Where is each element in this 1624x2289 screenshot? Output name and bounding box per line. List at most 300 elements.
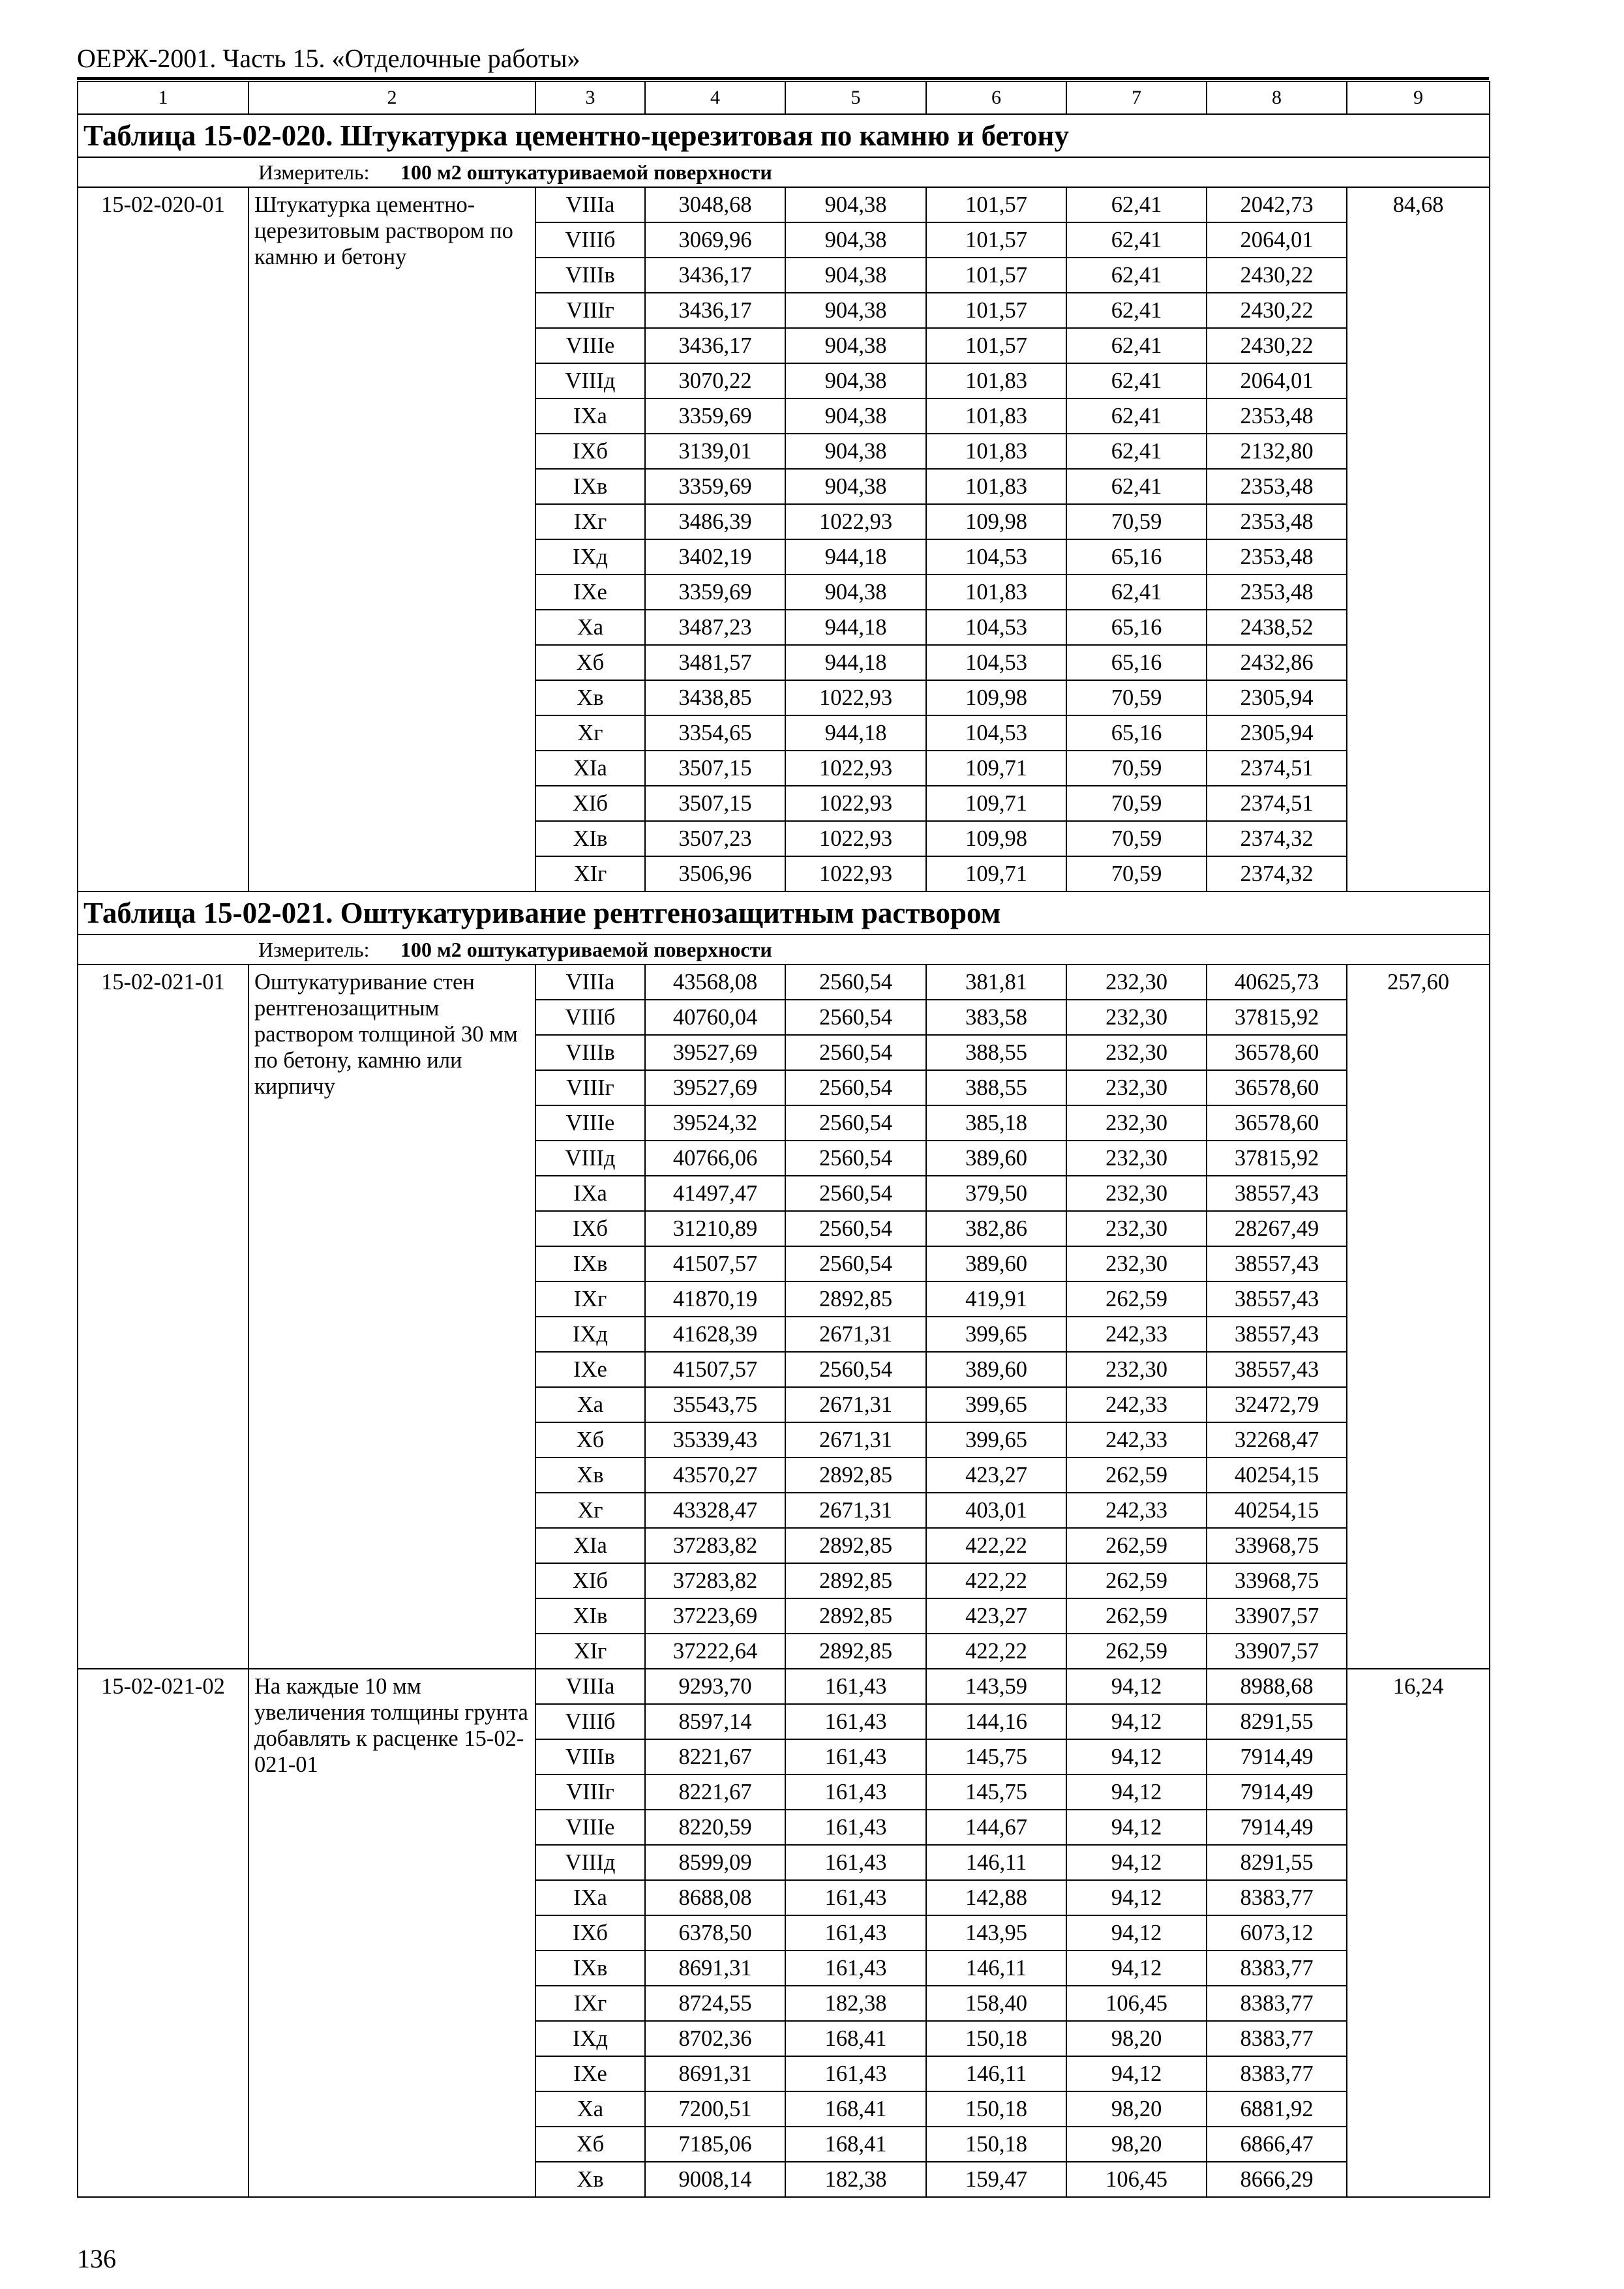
rate-description: На каждые 10 мм увеличения толщины грунта добавлять к расценке 15-02-021-01 [248, 1669, 535, 2197]
value-cell: 232,30 [1066, 1000, 1207, 1035]
value-cell: 3507,15 [645, 786, 785, 821]
zone-cell: IXд [535, 539, 645, 575]
value-cell: 232,30 [1066, 1211, 1207, 1246]
value-cell: 262,59 [1066, 1634, 1207, 1669]
value-cell: 39527,69 [645, 1035, 785, 1070]
value-cell: 7914,49 [1207, 1739, 1347, 1774]
value-cell: 8688,08 [645, 1880, 785, 1915]
zone-cell: XIа [535, 751, 645, 786]
value-cell: 904,38 [785, 222, 926, 258]
value-cell: 2042,73 [1207, 187, 1347, 222]
value-cell: 70,59 [1066, 680, 1207, 715]
value-cell: 422,22 [926, 1528, 1066, 1563]
zone-cell: VIIIа [535, 965, 645, 1000]
value-cell: 904,38 [785, 398, 926, 434]
value-cell: 2132,80 [1207, 434, 1347, 469]
value-cell: 36578,60 [1207, 1035, 1347, 1070]
value-cell: 43328,47 [645, 1493, 785, 1528]
measure-row [78, 157, 1490, 187]
zone-cell: VIIIб [535, 222, 645, 258]
labor-cost-cell: 84,68 [1347, 187, 1490, 891]
value-cell: 32472,79 [1207, 1387, 1347, 1422]
measure-row [78, 935, 1490, 965]
value-cell: 65,16 [1066, 715, 1207, 751]
value-cell: 904,38 [785, 187, 926, 222]
value-cell: 40254,15 [1207, 1493, 1347, 1528]
zone-cell: IXб [535, 1211, 645, 1246]
value-cell: 2374,51 [1207, 786, 1347, 821]
zone-cell: Xг [535, 1493, 645, 1528]
value-cell: 2432,86 [1207, 645, 1347, 680]
value-cell: 159,47 [926, 2162, 1066, 2197]
zone-cell: IXб [535, 1915, 645, 1951]
value-cell: 389,60 [926, 1246, 1066, 1281]
zone-cell: VIIIд [535, 1141, 645, 1176]
value-cell: 262,59 [1066, 1563, 1207, 1598]
value-cell: 145,75 [926, 1739, 1066, 1774]
value-cell: 3436,17 [645, 258, 785, 293]
value-cell: 3436,17 [645, 328, 785, 363]
value-cell: 101,57 [926, 328, 1066, 363]
value-cell: 422,22 [926, 1634, 1066, 1669]
value-cell: 37283,82 [645, 1528, 785, 1563]
value-cell: 2560,54 [785, 1176, 926, 1211]
value-cell: 904,38 [785, 434, 926, 469]
value-cell: 2560,54 [785, 1000, 926, 1035]
zone-cell: VIIIе [535, 328, 645, 363]
value-cell: 161,43 [785, 2056, 926, 2091]
column-number: 6 [926, 82, 1066, 114]
value-cell: 242,33 [1066, 1387, 1207, 1422]
value-cell: 232,30 [1066, 1352, 1207, 1387]
value-cell: 104,53 [926, 539, 1066, 575]
value-cell: 6378,50 [645, 1915, 785, 1951]
zone-cell: Xв [535, 2162, 645, 2197]
value-cell: 2064,01 [1207, 222, 1347, 258]
value-cell: 62,41 [1066, 434, 1207, 469]
value-cell: 262,59 [1066, 1598, 1207, 1634]
value-cell: 6073,12 [1207, 1915, 1347, 1951]
zone-cell: IXа [535, 1880, 645, 1915]
value-cell: 2305,94 [1207, 715, 1347, 751]
value-cell: 1022,93 [785, 821, 926, 856]
value-cell: 37283,82 [645, 1563, 785, 1598]
zone-cell: XIб [535, 786, 645, 821]
measure-label: Измеритель: [258, 938, 370, 961]
value-cell: 161,43 [785, 1669, 926, 1704]
zone-cell: IXг [535, 1986, 645, 2021]
value-cell: 3359,69 [645, 469, 785, 504]
header-rule [77, 77, 1489, 80]
value-cell: 104,53 [926, 610, 1066, 645]
value-cell: 2671,31 [785, 1422, 926, 1458]
value-cell: 232,30 [1066, 965, 1207, 1000]
value-cell: 904,38 [785, 469, 926, 504]
value-cell: 8383,77 [1207, 1951, 1347, 1986]
value-cell: 3487,23 [645, 610, 785, 645]
value-cell: 379,50 [926, 1176, 1066, 1211]
zone-cell: IXд [535, 1317, 645, 1352]
value-cell: 41628,39 [645, 1317, 785, 1352]
zone-cell: IXг [535, 504, 645, 539]
zone-cell: IXе [535, 575, 645, 610]
value-cell: 2374,32 [1207, 856, 1347, 891]
value-cell: 161,43 [785, 1739, 926, 1774]
value-cell: 8599,09 [645, 1845, 785, 1880]
value-cell: 242,33 [1066, 1493, 1207, 1528]
value-cell: 3069,96 [645, 222, 785, 258]
value-cell: 2353,48 [1207, 469, 1347, 504]
value-cell: 423,27 [926, 1458, 1066, 1493]
value-cell: 35543,75 [645, 1387, 785, 1422]
value-cell: 3486,39 [645, 504, 785, 539]
zone-cell: XIг [535, 1634, 645, 1669]
value-cell: 2560,54 [785, 1211, 926, 1246]
measure-value: 100 м2 оштукатуриваемой поверхности [400, 160, 772, 184]
value-cell: 33968,75 [1207, 1528, 1347, 1563]
value-cell: 2430,22 [1207, 293, 1347, 328]
value-cell: 98,20 [1066, 2127, 1207, 2162]
value-cell: 94,12 [1066, 1880, 1207, 1915]
value-cell: 944,18 [785, 539, 926, 575]
value-cell: 161,43 [785, 1704, 926, 1739]
measure-value: 100 м2 оштукатуриваемой поверхности [400, 938, 772, 961]
table-row [78, 1669, 1490, 1704]
value-cell: 109,71 [926, 786, 1066, 821]
zone-cell: VIIIв [535, 1739, 645, 1774]
value-cell: 3354,65 [645, 715, 785, 751]
value-cell: 62,41 [1066, 187, 1207, 222]
value-cell: 40625,73 [1207, 965, 1347, 1000]
value-cell: 31210,89 [645, 1211, 785, 1246]
value-cell: 94,12 [1066, 1739, 1207, 1774]
value-cell: 3507,23 [645, 821, 785, 856]
value-cell: 65,16 [1066, 610, 1207, 645]
value-cell: 94,12 [1066, 1951, 1207, 1986]
value-cell: 150,18 [926, 2127, 1066, 2162]
value-cell: 182,38 [785, 2162, 926, 2197]
value-cell: 8988,68 [1207, 1669, 1347, 1704]
value-cell: 423,27 [926, 1598, 1066, 1634]
table-title-row [78, 891, 1490, 935]
value-cell: 2430,22 [1207, 258, 1347, 293]
zone-cell: VIIIд [535, 363, 645, 398]
table-title-row [78, 114, 1490, 157]
value-cell: 142,88 [926, 1880, 1066, 1915]
value-cell: 35339,43 [645, 1422, 785, 1458]
value-cell: 36578,60 [1207, 1070, 1347, 1105]
zone-cell: Xа [535, 2091, 645, 2127]
value-cell: 7914,49 [1207, 1810, 1347, 1845]
value-cell: 62,41 [1066, 328, 1207, 363]
value-cell: 38557,43 [1207, 1317, 1347, 1352]
value-cell: 2892,85 [785, 1634, 926, 1669]
value-cell: 146,11 [926, 1951, 1066, 1986]
column-number: 3 [535, 82, 645, 114]
value-cell: 8220,59 [645, 1810, 785, 1845]
value-cell: 2560,54 [785, 965, 926, 1000]
value-cell: 94,12 [1066, 1774, 1207, 1810]
value-cell: 41497,47 [645, 1176, 785, 1211]
value-cell: 40760,04 [645, 1000, 785, 1035]
zone-cell: VIIIб [535, 1704, 645, 1739]
table-title: Таблица 15-02-020. Штукатурка цементно-церезитовая по камню и бетону [78, 114, 1490, 157]
value-cell: 388,55 [926, 1070, 1066, 1105]
value-cell: 8383,77 [1207, 2056, 1347, 2091]
value-cell: 232,30 [1066, 1246, 1207, 1281]
value-cell: 33907,57 [1207, 1634, 1347, 1669]
zone-cell: IXв [535, 469, 645, 504]
value-cell: 7200,51 [645, 2091, 785, 2127]
value-cell: 94,12 [1066, 2056, 1207, 2091]
value-cell: 94,12 [1066, 1669, 1207, 1704]
value-cell: 109,71 [926, 751, 1066, 786]
value-cell: 70,59 [1066, 821, 1207, 856]
value-cell: 232,30 [1066, 1105, 1207, 1141]
value-cell: 944,18 [785, 715, 926, 751]
zone-cell: IXа [535, 398, 645, 434]
labor-cost-cell: 257,60 [1347, 965, 1490, 1669]
value-cell: 382,86 [926, 1211, 1066, 1246]
value-cell: 8724,55 [645, 1986, 785, 2021]
value-cell: 9293,70 [645, 1669, 785, 1704]
column-number: 9 [1347, 82, 1490, 114]
value-cell: 2560,54 [785, 1035, 926, 1070]
value-cell: 101,57 [926, 258, 1066, 293]
value-cell: 33968,75 [1207, 1563, 1347, 1598]
value-cell: 1022,93 [785, 856, 926, 891]
value-cell: 41507,57 [645, 1246, 785, 1281]
value-cell: 101,57 [926, 187, 1066, 222]
zone-cell: VIIIд [535, 1845, 645, 1880]
value-cell: 232,30 [1066, 1176, 1207, 1211]
value-cell: 9008,14 [645, 2162, 785, 2197]
measure-cell [78, 157, 1490, 187]
value-cell: 389,60 [926, 1141, 1066, 1176]
value-cell: 106,45 [1066, 1986, 1207, 2021]
value-cell: 2892,85 [785, 1598, 926, 1634]
value-cell: 106,45 [1066, 2162, 1207, 2197]
value-cell: 2064,01 [1207, 363, 1347, 398]
value-cell: 8221,67 [645, 1774, 785, 1810]
value-cell: 904,38 [785, 293, 926, 328]
value-cell: 2374,51 [1207, 751, 1347, 786]
zone-cell: Xг [535, 715, 645, 751]
value-cell: 62,41 [1066, 363, 1207, 398]
value-cell: 2560,54 [785, 1141, 926, 1176]
page-header: ОЕРЖ-2001. Часть 15. «Отделочные работы» [77, 44, 580, 73]
zone-cell: Xа [535, 610, 645, 645]
value-cell: 38557,43 [1207, 1281, 1347, 1317]
value-cell: 904,38 [785, 328, 926, 363]
value-cell: 399,65 [926, 1387, 1066, 1422]
value-cell: 904,38 [785, 363, 926, 398]
measure-label: Измеритель: [258, 160, 370, 184]
value-cell: 38557,43 [1207, 1246, 1347, 1281]
value-cell: 39527,69 [645, 1070, 785, 1105]
value-cell: 70,59 [1066, 856, 1207, 891]
value-cell: 62,41 [1066, 258, 1207, 293]
value-cell: 168,41 [785, 2091, 926, 2127]
rates-table [77, 81, 1490, 2198]
value-cell: 109,71 [926, 856, 1066, 891]
column-number: 4 [645, 82, 785, 114]
value-cell: 381,81 [926, 965, 1066, 1000]
zone-cell: IXв [535, 1951, 645, 1986]
value-cell: 8383,77 [1207, 1880, 1347, 1915]
zone-cell: VIIIе [535, 1105, 645, 1141]
value-cell: 150,18 [926, 2091, 1066, 2127]
value-cell: 2892,85 [785, 1458, 926, 1493]
value-cell: 904,38 [785, 575, 926, 610]
value-cell: 388,55 [926, 1035, 1066, 1070]
value-cell: 143,59 [926, 1669, 1066, 1704]
value-cell: 2892,85 [785, 1281, 926, 1317]
value-cell: 37223,69 [645, 1598, 785, 1634]
value-cell: 32268,47 [1207, 1422, 1347, 1458]
value-cell: 36578,60 [1207, 1105, 1347, 1141]
value-cell: 6881,92 [1207, 2091, 1347, 2127]
rate-code: 15-02-020-01 [78, 187, 248, 891]
value-cell: 168,41 [785, 2021, 926, 2056]
value-cell: 2560,54 [785, 1246, 926, 1281]
value-cell: 168,41 [785, 2127, 926, 2162]
value-cell: 161,43 [785, 1774, 926, 1810]
value-cell: 182,38 [785, 1986, 926, 2021]
value-cell: 62,41 [1066, 293, 1207, 328]
value-cell: 65,16 [1066, 645, 1207, 680]
value-cell: 262,59 [1066, 1528, 1207, 1563]
zone-cell: VIIIа [535, 187, 645, 222]
value-cell: 232,30 [1066, 1035, 1207, 1070]
value-cell: 3048,68 [645, 187, 785, 222]
value-cell: 1022,93 [785, 786, 926, 821]
value-cell: 944,18 [785, 610, 926, 645]
value-cell: 2353,48 [1207, 539, 1347, 575]
value-cell: 2353,48 [1207, 504, 1347, 539]
zone-cell: VIIIг [535, 293, 645, 328]
zone-cell: XIв [535, 1598, 645, 1634]
value-cell: 7914,49 [1207, 1774, 1347, 1810]
zone-cell: IXв [535, 1246, 645, 1281]
value-cell: 33907,57 [1207, 1598, 1347, 1634]
value-cell: 161,43 [785, 1880, 926, 1915]
value-cell: 146,11 [926, 2056, 1066, 2091]
value-cell: 104,53 [926, 645, 1066, 680]
value-cell: 2560,54 [785, 1070, 926, 1105]
zone-cell: XIа [535, 1528, 645, 1563]
value-cell: 8597,14 [645, 1704, 785, 1739]
value-cell: 62,41 [1066, 398, 1207, 434]
value-cell: 3436,17 [645, 293, 785, 328]
value-cell: 8291,55 [1207, 1845, 1347, 1880]
value-cell: 144,67 [926, 1810, 1066, 1845]
column-number: 2 [248, 82, 535, 114]
rate-description: Штукатурка цементно-церезитовым раствором по камню и бетону [248, 187, 535, 891]
value-cell: 6866,47 [1207, 2127, 1347, 2162]
value-cell: 2892,85 [785, 1563, 926, 1598]
column-number: 1 [78, 82, 248, 114]
value-cell: 38557,43 [1207, 1176, 1347, 1211]
measure-cell [78, 935, 1490, 965]
value-cell: 62,41 [1066, 575, 1207, 610]
rate-code: 15-02-021-02 [78, 1669, 248, 2197]
value-cell: 98,20 [1066, 2021, 1207, 2056]
page-number: 136 [77, 2244, 116, 2273]
rate-description: Оштукатуривание стен рентгенозащитным раствором толщиной 30 мм по бетону, камню или кирпичу [248, 965, 535, 1669]
zone-cell: VIIIв [535, 1035, 645, 1070]
zone-cell: VIIIв [535, 258, 645, 293]
value-cell: 3402,19 [645, 539, 785, 575]
value-cell: 101,83 [926, 575, 1066, 610]
value-cell: 3070,22 [645, 363, 785, 398]
value-cell: 37815,92 [1207, 1141, 1347, 1176]
value-cell: 232,30 [1066, 1070, 1207, 1105]
value-cell: 65,16 [1066, 539, 1207, 575]
zone-cell: VIIIе [535, 1810, 645, 1845]
value-cell: 262,59 [1066, 1458, 1207, 1493]
value-cell: 8666,29 [1207, 2162, 1347, 2197]
value-cell: 143,95 [926, 1915, 1066, 1951]
zone-cell: Xб [535, 2127, 645, 2162]
value-cell: 38557,43 [1207, 1352, 1347, 1387]
value-cell: 1022,93 [785, 680, 926, 715]
value-cell: 419,91 [926, 1281, 1066, 1317]
value-cell: 161,43 [785, 1915, 926, 1951]
value-cell: 3438,85 [645, 680, 785, 715]
value-cell: 8691,31 [645, 1951, 785, 1986]
value-cell: 3359,69 [645, 398, 785, 434]
value-cell: 2560,54 [785, 1352, 926, 1387]
value-cell: 37815,92 [1207, 1000, 1347, 1035]
value-cell: 3507,15 [645, 751, 785, 786]
value-cell: 70,59 [1066, 751, 1207, 786]
zone-cell: Xб [535, 645, 645, 680]
column-number: 5 [785, 82, 926, 114]
table-row [78, 187, 1490, 222]
value-cell: 2892,85 [785, 1528, 926, 1563]
value-cell: 2438,52 [1207, 610, 1347, 645]
value-cell: 383,58 [926, 1000, 1066, 1035]
value-cell: 104,53 [926, 715, 1066, 751]
value-cell: 8221,67 [645, 1739, 785, 1774]
zone-cell: Xб [535, 1422, 645, 1458]
zone-cell: IXе [535, 2056, 645, 2091]
value-cell: 2430,22 [1207, 328, 1347, 363]
zone-cell: XIг [535, 856, 645, 891]
zone-cell: VIIIг [535, 1774, 645, 1810]
value-cell: 2671,31 [785, 1493, 926, 1528]
value-cell: 146,11 [926, 1845, 1066, 1880]
zone-cell: Xв [535, 1458, 645, 1493]
value-cell: 94,12 [1066, 1845, 1207, 1880]
zone-cell: XIв [535, 821, 645, 856]
value-cell: 8383,77 [1207, 1986, 1347, 2021]
value-cell: 94,12 [1066, 1810, 1207, 1845]
value-cell: 1022,93 [785, 751, 926, 786]
value-cell: 101,57 [926, 293, 1066, 328]
value-cell: 101,57 [926, 222, 1066, 258]
value-cell: 43568,08 [645, 965, 785, 1000]
value-cell: 2560,54 [785, 1105, 926, 1141]
value-cell: 161,43 [785, 1810, 926, 1845]
value-cell: 2305,94 [1207, 680, 1347, 715]
value-cell: 1022,93 [785, 504, 926, 539]
value-cell: 144,16 [926, 1704, 1066, 1739]
value-cell: 161,43 [785, 1951, 926, 1986]
value-cell: 41507,57 [645, 1352, 785, 1387]
zone-cell: IXд [535, 2021, 645, 2056]
